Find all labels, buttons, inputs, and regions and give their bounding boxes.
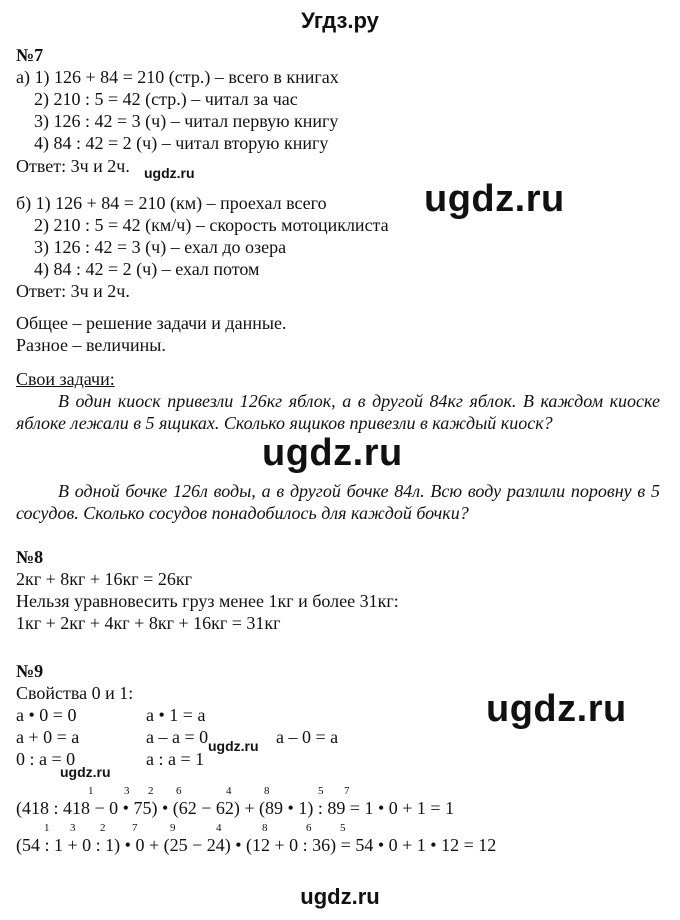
- property-row3-col2: a : a = 1: [146, 749, 205, 769]
- own-task-1: В один киоск привезли 126кг яблок, а в другой 84кг яблок. В каждом киоске яблоке лежали в 5 ящиках. Сколько ящиков привезли в каждый киоск?: [16, 391, 660, 433]
- expr1-order-1: 1: [88, 785, 94, 797]
- property-row1-col1: a • 0 = 0: [16, 705, 77, 725]
- property-row2-col3: a – 0 = a: [276, 727, 339, 747]
- task7-common: Общее – решение задачи и данные.: [16, 313, 287, 333]
- property-row1-col2: a • 1 = a: [146, 705, 206, 725]
- expr1-order-5: 4: [226, 785, 232, 797]
- task7-b-line-4: 4) 84 : 42 = 2 (ч) – ехал потом: [34, 259, 260, 279]
- task9-title: №9: [16, 661, 44, 681]
- expr2-order-4: 7: [132, 822, 138, 834]
- task7-a-line-2: 2) 210 : 5 = 42 (стр.) – читал за час: [34, 89, 298, 109]
- expr2-order-2: 3: [70, 822, 76, 834]
- watermark-big-3: ugdz.ru: [486, 688, 627, 730]
- task9-intro: Свойства 0 и 1:: [16, 683, 134, 703]
- task7-title: №7: [16, 45, 44, 65]
- site-footer: ugdz.ru: [300, 884, 380, 909]
- task9-expression-1: (418 : 418 − 0 • 75) • (62 − 62) + (89 • 1) : 89 = 1 • 0 + 1 = 1: [16, 798, 455, 818]
- task8-line-3: 1кг + 2кг + 4кг + 8кг + 16кг = 31кг: [16, 613, 281, 633]
- watermark-big-1: ugdz.ru: [424, 178, 565, 220]
- task8-title: №8: [16, 547, 44, 567]
- property-row2-col1: a + 0 = a: [16, 727, 80, 747]
- expr2-order-9: 5: [340, 822, 346, 834]
- site-header: Угдз.ру: [301, 8, 379, 33]
- task7-a-line-3: 3) 126 : 42 = 3 (ч) – читал первую книгу: [34, 111, 339, 131]
- expr2-order-6: 4: [216, 822, 222, 834]
- own-tasks-title: Свои задачи:: [16, 369, 115, 389]
- task7-different: Разное – величины.: [16, 335, 166, 355]
- expr1-order-3: 2: [148, 785, 154, 797]
- watermark-small-1: ugdz.ru: [144, 165, 195, 181]
- expr2-order-8: 6: [306, 822, 312, 834]
- task7-a-line-4: 4) 84 : 42 = 2 (ч) – читал вторую книгу: [34, 133, 329, 153]
- task7-answer-b: Ответ: 3ч и 2ч.: [16, 281, 130, 301]
- expr2-order-3: 2: [100, 822, 106, 834]
- task8-line-1: 2кг + 8кг + 16кг = 26кг: [16, 569, 192, 589]
- expr1-order-4: 6: [176, 785, 182, 797]
- property-row3-col1: 0 : a = 0: [16, 749, 76, 769]
- property-row2-col2: a – a = 0: [146, 727, 209, 747]
- expr2-order-5: 9: [170, 822, 176, 834]
- expr1-order-7: 5: [318, 785, 324, 797]
- expr2-order-1: 1: [44, 822, 50, 834]
- watermark-small-2: ugdz.ru: [208, 738, 259, 754]
- own-task-2: В одной бочке 126л воды, а в другой бочке 84л. Всю воду разлили поровну в 5 сосудов. Сколько сосудов понадобилось для каждой бочки?: [16, 481, 660, 523]
- watermark-small-3: ugdz.ru: [60, 764, 111, 780]
- expr1-order-8: 7: [344, 785, 350, 797]
- watermark-big-2: ugdz.ru: [262, 432, 403, 474]
- task7-a-line-1: а) 1) 126 + 84 = 210 (стр.) – всего в книгах: [16, 67, 339, 87]
- task7-b-line-3: 3) 126 : 42 = 3 (ч) – ехал до озера: [34, 237, 287, 257]
- task7-answer-a: Ответ: 3ч и 2ч.: [16, 156, 130, 176]
- task9-expression-2: (54 : 1 + 0 : 1) • 0 + (25 − 24) • (12 + 0 : 36) = 54 • 0 + 1 • 12 = 12: [16, 835, 497, 855]
- expr2-order-7: 8: [262, 822, 268, 834]
- task8-line-2: Нельзя уравновесить груз менее 1кг и более 31кг:: [16, 591, 399, 611]
- expr1-order-6: 8: [264, 785, 270, 797]
- task7-b-line-2: 2) 210 : 5 = 42 (км/ч) – скорость мотоциклиста: [34, 215, 389, 235]
- expr1-order-2: 3: [124, 785, 130, 797]
- task7-b-line-1: б) 1) 126 + 84 = 210 (км) – проехал всего: [16, 193, 327, 213]
